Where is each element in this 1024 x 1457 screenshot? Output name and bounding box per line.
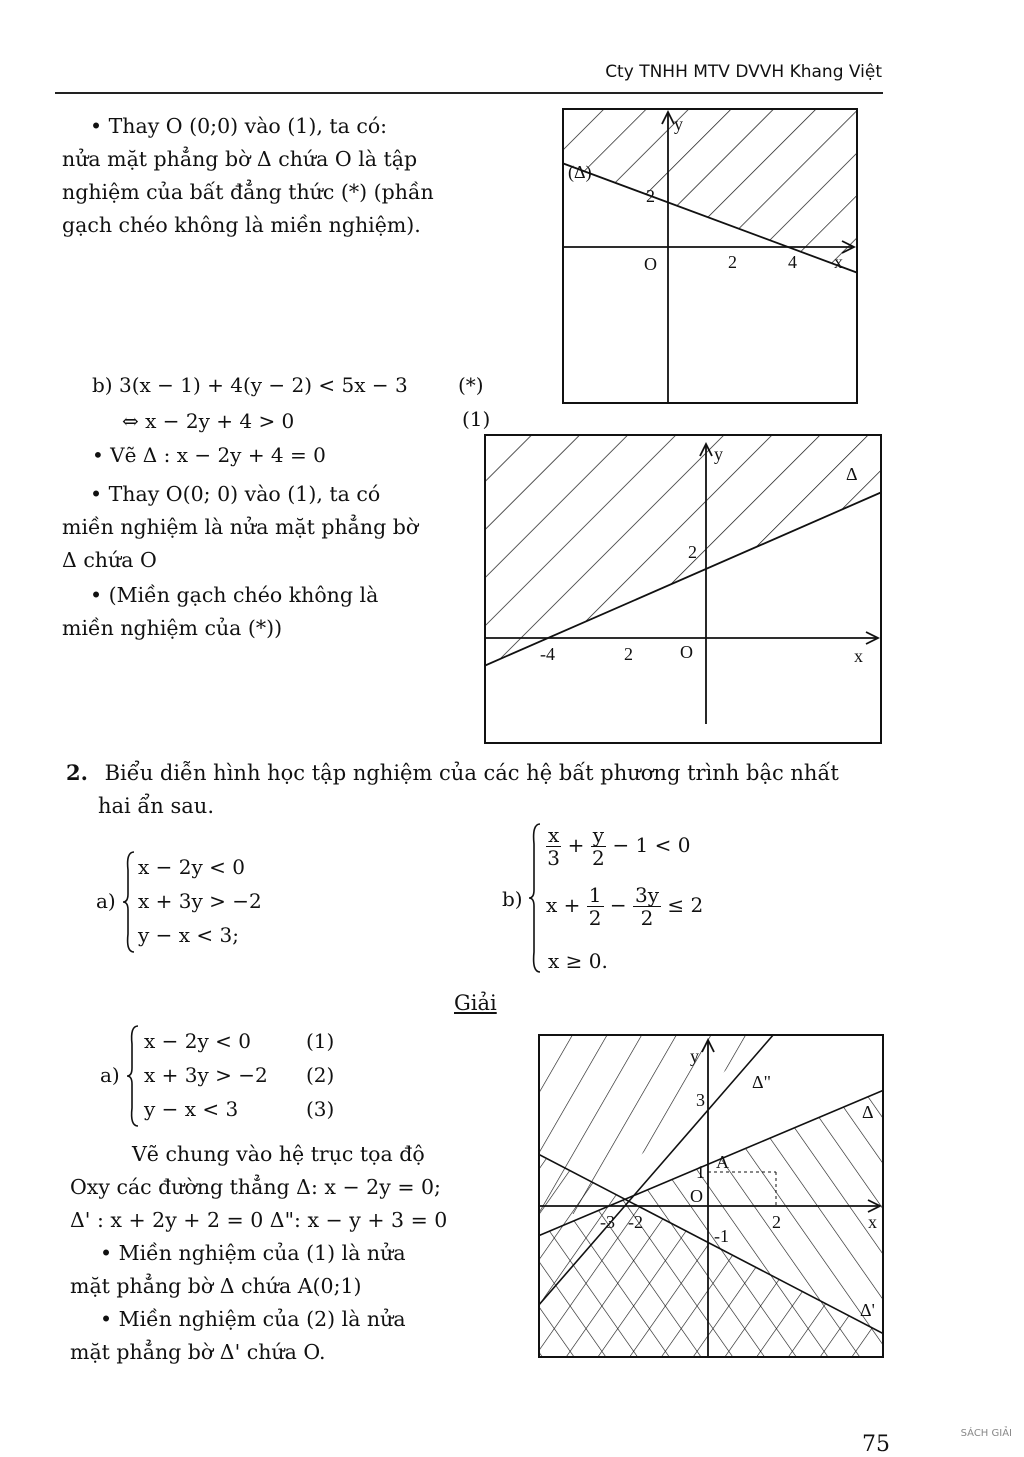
system-b-label: b) — [502, 887, 523, 911]
system-b-eq2-rest: ≤ 2 — [667, 893, 704, 917]
solution-p6: • Miền nghiệm của (2) là nửa — [100, 1307, 406, 1331]
solution-title: Giải — [454, 991, 497, 1015]
solution-tag3: (3) — [306, 1097, 335, 1121]
part-b-equiv-tag: (1) — [462, 407, 491, 431]
problem2-line1: Biểu diễn hình học tập nghiệm của các hệ bất phương trình bậc nhất — [104, 761, 839, 785]
system-a-eq1: x − 2y < 0 — [138, 855, 245, 879]
problem2-statement — [66, 756, 839, 823]
figure1-y-tick-2: 2 — [646, 186, 655, 206]
solution-brace-icon — [126, 1024, 140, 1128]
figure2-hatched-region — [484, 434, 882, 666]
figure3-delta1-label: Δ' — [860, 1300, 875, 1320]
part-a-paragraph — [62, 110, 482, 242]
figure1-y-label: y — [674, 114, 683, 134]
figure2-graph — [484, 434, 882, 744]
figure3-origin-label: O — [690, 1186, 703, 1206]
part-b-ineq-tag: (*) — [458, 373, 484, 397]
solution-tags — [306, 1024, 334, 1126]
solution-p1: Vẽ chung vào hệ trục tọa độ — [132, 1142, 425, 1166]
part-a-line2: nửa mặt phẳng bờ Δ chứa O là tập — [62, 147, 418, 171]
figure1-origin-label: O — [644, 254, 657, 274]
system-a-label: a) — [96, 889, 116, 913]
system-a-rows — [138, 850, 262, 952]
solution-eq3: y − x < 3 — [144, 1097, 239, 1121]
figure1-x-tick-4: 4 — [788, 252, 797, 272]
frac-x-den: 3 — [547, 846, 560, 870]
solution-p2: Oxy các đường thẳng Δ: x − 2y = 0; — [70, 1175, 441, 1199]
system-a-brace-icon — [122, 850, 136, 954]
frac-3y-den: 2 — [640, 906, 654, 930]
figure3-x-tick-2: 2 — [772, 1212, 781, 1232]
solution-tag1: (1) — [306, 1029, 335, 1053]
figure3-x-tick-neg3: -3 — [600, 1212, 615, 1232]
part-b-ineq: b) 3(x − 1) + 4(y − 2) < 5x − 3 — [92, 373, 408, 397]
system-b-brace-icon — [528, 822, 542, 974]
frac-3y-num: 3y — [634, 883, 660, 907]
figure1-hatched-region — [562, 108, 858, 273]
figure2-x-tick-neg4: -4 — [540, 644, 555, 664]
system-b-eq3: x ≥ 0. — [548, 949, 608, 973]
solution-tag2: (2) — [306, 1063, 335, 1087]
part-b-equiv: ⇔ x − 2y + 4 > 0 — [122, 409, 295, 433]
solution-rows — [144, 1024, 268, 1126]
part-b-sub1: • Thay O(0; 0) vào (1), ta có — [90, 482, 381, 506]
figure3-y-label: y — [690, 1046, 699, 1066]
part-b-note2: miền nghiệm của (*)) — [62, 616, 283, 640]
solution-p5: mặt phẳng bờ Δ chứa A(0;1) — [70, 1274, 362, 1298]
problem2-line2: hai ẩn sau. — [98, 794, 215, 818]
figure2-y-tick-2: 2 — [688, 542, 697, 562]
frac-y-num: y — [592, 823, 605, 847]
system-b-eq2-x: x + — [546, 893, 581, 917]
figure3-graph — [538, 1034, 884, 1358]
frac-1-num: 1 — [588, 883, 602, 907]
problem2-number: 2. — [66, 760, 88, 785]
part-b-note1: • (Miền gạch chéo không là — [90, 583, 379, 607]
part-b-draw: • Vẽ Δ : x − 2y + 4 = 0 — [92, 443, 326, 467]
frac-x-num: x — [548, 823, 560, 847]
figure3-x-tick-neg2: -2 — [628, 1212, 643, 1232]
header-publisher: Cty TNHH MTV DVVH Khang Việt — [605, 62, 882, 82]
figure1-x-tick-2: 2 — [728, 252, 737, 272]
frac-1-den: 2 — [588, 906, 602, 930]
figure3-delta-label: Δ — [862, 1102, 874, 1122]
part-b-sub3: Δ chứa O — [62, 548, 157, 572]
plus-sign: + — [567, 833, 585, 857]
watermark-logo: SÁCH GIẢI — [960, 1428, 1012, 1439]
frac-y-den: 2 — [592, 846, 605, 870]
figure2-y-label: y — [714, 444, 723, 464]
figure3-delta2-label: Δ" — [752, 1072, 771, 1092]
solution-eq1: x − 2y < 0 — [144, 1029, 251, 1053]
solution-p4: • Miền nghiệm của (1) là nửa — [100, 1241, 406, 1265]
part-b-inequality — [92, 368, 408, 402]
system-b-row1 — [546, 824, 690, 869]
figure3-y-tick-neg1: -1 — [714, 1226, 729, 1246]
figure3-y-tick-3: 3 — [696, 1090, 705, 1110]
header-rule — [55, 92, 883, 94]
figure1-graph — [562, 108, 858, 404]
solution-p3: Δ' : x + 2y + 2 = 0 Δ": x − y + 3 = 0 — [70, 1208, 448, 1232]
solution-paragraph — [70, 1138, 472, 1369]
system-b-row2 — [546, 884, 703, 929]
part-b-paragraph — [62, 478, 462, 645]
page-number: 75 — [862, 1432, 890, 1457]
figure2-x-label: x — [854, 646, 863, 666]
solution-p7: mặt phẳng bờ Δ' chứa O. — [70, 1340, 326, 1364]
solution-a-label: a) — [100, 1063, 120, 1087]
part-a-line4: gạch chéo không là miền nghiệm). — [62, 213, 421, 237]
part-b-sub2: miền nghiệm là nửa mặt phẳng bờ — [62, 515, 419, 539]
system-a-eq2: x + 3y > −2 — [138, 889, 262, 913]
figure2-line-label: Δ — [846, 464, 858, 484]
system-a-eq3: y − x < 3; — [138, 923, 239, 947]
figure2-origin-label: O — [680, 642, 693, 662]
figure3-point-a-label: A — [716, 1152, 729, 1172]
figure2-x-tick-2: 2 — [624, 644, 633, 664]
part-a-line3: nghiệm của bất đẳng thức (*) (phần — [62, 180, 434, 204]
figure3-x-label: x — [868, 1212, 877, 1232]
figure1-line-label: (Δ) — [568, 162, 592, 182]
figure1-x-label: x — [834, 252, 843, 272]
system-b-eq1-rest: − 1 < 0 — [612, 833, 691, 857]
part-a-line1: • Thay O (0;0) vào (1), ta có: — [90, 114, 388, 138]
minus-sign: − — [609, 893, 627, 917]
solution-eq2: x + 3y > −2 — [144, 1063, 268, 1087]
figure3-y-tick-1: 1 — [696, 1162, 705, 1182]
